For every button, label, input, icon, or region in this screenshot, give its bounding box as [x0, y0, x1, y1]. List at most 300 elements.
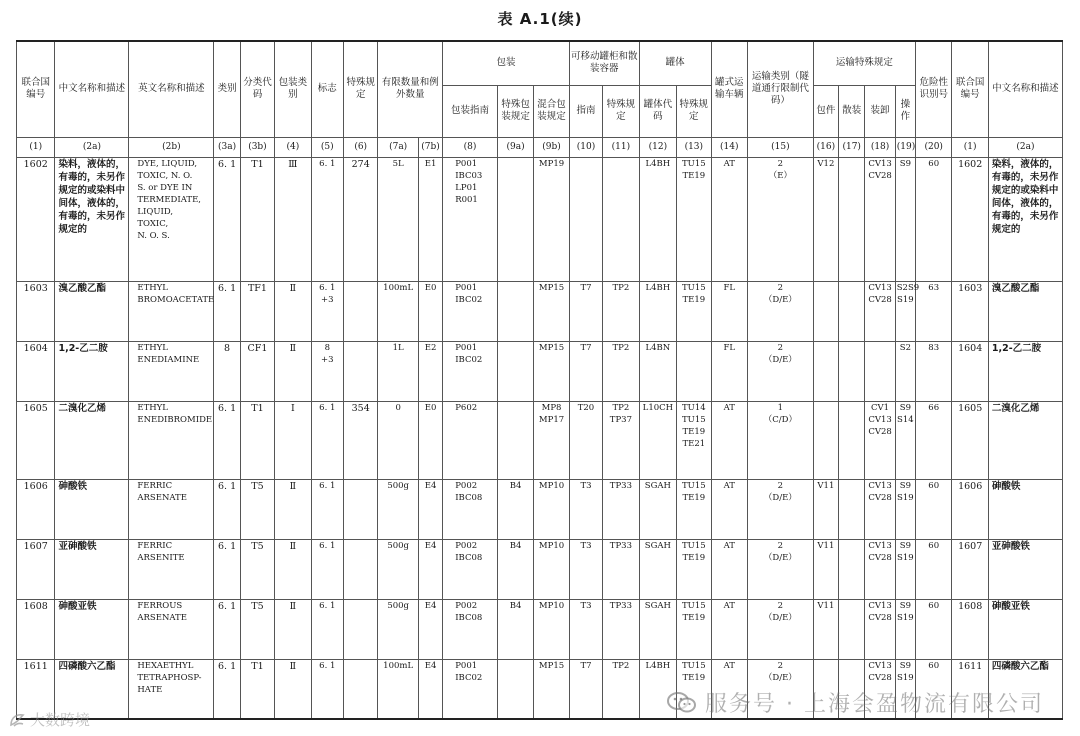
limited-quantity: 500g — [378, 599, 418, 659]
operation-provision-line: S14 — [897, 414, 914, 425]
col-limited-excepted: 有限数量和例外数量 — [378, 41, 443, 137]
operation-provision-line: S9 — [899, 600, 911, 611]
packing-instruction-line: IBC02 — [455, 672, 483, 683]
operation-provision-line: S19 — [897, 552, 914, 563]
tank-body-special — [677, 479, 711, 539]
tank-body-special-line: TE19 — [682, 294, 706, 305]
chinese-name: 砷酸铁 — [55, 479, 129, 539]
tank-vehicle: AT — [711, 157, 747, 281]
chinese-name: 溴乙酸乙酯 — [55, 281, 129, 341]
tank-special-line: TP33 — [609, 600, 633, 611]
loading-provision-line: CV13 — [868, 600, 892, 611]
tank-body-special — [677, 539, 711, 599]
packing-instruction — [443, 479, 498, 539]
tank-body-special-line: TE19 — [682, 672, 706, 683]
tank-body-special-line: TE19 — [682, 426, 706, 437]
table-row — [17, 157, 1063, 281]
column-number: (9a) — [497, 137, 533, 157]
labels — [311, 281, 343, 341]
transport-category-line: （D/E） — [763, 492, 797, 503]
tank-code: L4BH — [639, 157, 676, 281]
col-cn-name: 中文名称和描述 — [55, 41, 129, 137]
operation-provision-line: S9 — [899, 402, 911, 413]
loading-provision-line: CV28 — [868, 672, 892, 683]
hazard-id: 83 — [916, 341, 952, 401]
column-number: (19) — [895, 137, 915, 157]
excepted-quantity: E0 — [418, 401, 442, 479]
class: 6. 1 — [214, 281, 240, 341]
un-number-repeat: 1607 — [952, 539, 988, 599]
loading-provision-line: CV13 — [868, 660, 892, 671]
tank-body-special-line: TU15 — [681, 414, 706, 425]
tank-body-special — [677, 401, 711, 479]
english-name — [129, 479, 214, 539]
tank-body-special — [677, 341, 711, 401]
mixed-packing — [534, 157, 569, 281]
tank-body-special-line: TE19 — [682, 492, 706, 503]
operation-provision-line: S9 — [899, 660, 911, 671]
english-name — [129, 539, 214, 599]
limited-quantity: 5L — [378, 157, 418, 281]
bulk-provision — [839, 539, 865, 599]
transport-category-line: 2 — [777, 660, 784, 671]
table-row — [17, 281, 1063, 341]
col-tank-guide: 指南 — [569, 85, 602, 137]
mixed-packing — [534, 341, 569, 401]
transport-category-line: 2 — [777, 540, 784, 551]
col-special-provisions: 特殊规定 — [343, 41, 377, 137]
class: 6. 1 — [214, 599, 240, 659]
english-name-line: ARSENITE — [137, 552, 185, 563]
un-number-repeat: 1608 — [952, 599, 988, 659]
labels — [311, 539, 343, 599]
loading-provision — [865, 281, 895, 341]
tank-special-line: TP33 — [609, 540, 633, 551]
watermark-service — [667, 687, 1044, 718]
packing-instruction — [443, 157, 498, 281]
english-name-line: TETRAPHOSP- — [137, 672, 202, 683]
loading-provision-line: CV13 — [868, 282, 892, 293]
english-name-line: TERMEDIATE, — [137, 194, 201, 205]
excepted-quantity: E0 — [418, 281, 442, 341]
tank-special-line: TP2 — [612, 342, 630, 353]
package-provision: V11 — [813, 539, 838, 599]
col-portable-tanks: 可移动罐柜和散装容器 — [569, 41, 639, 85]
col-packaging: 包装 — [443, 41, 570, 85]
operation-provision — [895, 341, 915, 401]
operation-provision-line: S2S9 — [896, 282, 920, 293]
column-number: (9b) — [534, 137, 569, 157]
loading-provision-line: CV13 — [868, 158, 892, 169]
tank-special-line: TP2 — [612, 282, 630, 293]
mixed-packing — [534, 599, 569, 659]
hazard-id: 60 — [916, 659, 952, 719]
english-name — [129, 659, 214, 719]
transport-category — [747, 157, 813, 281]
operation-provision — [895, 281, 920, 341]
tank-vehicle: AT — [711, 539, 747, 599]
transport-category-line: 2 — [777, 480, 784, 491]
dangerous-goods-table — [16, 40, 1063, 720]
un-number-repeat: 1603 — [952, 281, 988, 341]
tank-body-special-line: TU15 — [681, 600, 706, 611]
tank-body-special-line: TE19 — [682, 612, 706, 623]
column-number: (17) — [839, 137, 865, 157]
packing-instruction-line: IBC02 — [455, 294, 483, 305]
column-number: (20) — [916, 137, 952, 157]
col-en-name: 英文名称和描述 — [129, 41, 214, 137]
operation-provision-line: S9 — [899, 540, 911, 551]
labels-line: 6. 1 — [319, 402, 336, 413]
tank-guide — [569, 539, 602, 599]
labels — [311, 157, 343, 281]
tank-guide — [569, 401, 602, 479]
brand-icon — [8, 711, 26, 729]
bulk-provision — [839, 479, 865, 539]
tank-special — [603, 401, 639, 479]
table-row — [17, 539, 1063, 599]
col-bulk: 散装 — [839, 85, 865, 137]
class: 6. 1 — [214, 157, 240, 281]
mixed-packing-line: MP8 — [541, 402, 562, 413]
special-provision — [343, 479, 377, 539]
english-name-line: FERRIC — [137, 540, 173, 551]
tank-guide-line: T3 — [580, 600, 592, 611]
chinese-name: 1,2-乙二胺 — [55, 341, 129, 401]
loading-provision-line: CV28 — [868, 612, 892, 623]
labels-line: +3 — [321, 354, 334, 365]
limited-quantity: 100mL — [378, 281, 418, 341]
tank-guide-line: T3 — [580, 540, 592, 551]
loading-provision — [865, 539, 895, 599]
operation-provision-line: S19 — [897, 612, 914, 623]
operation-provision — [895, 599, 915, 659]
tank-vehicle: FL — [711, 341, 747, 401]
mixed-packing-line: MP10 — [538, 540, 565, 551]
english-name-line: BROMOACETATE — [137, 294, 215, 305]
tank-body-special-line: TU15 — [681, 480, 706, 491]
labels-line: 6. 1 — [319, 480, 336, 491]
loading-provision — [865, 479, 895, 539]
english-name-line: TOXIC, N. O. — [137, 170, 193, 181]
mixed-packing — [534, 401, 569, 479]
col-tank-code: 罐体代码 — [639, 85, 676, 137]
tank-body-special-line: TU15 — [681, 282, 706, 293]
transport-category-line: （C/D） — [763, 414, 797, 425]
packing-group: Ⅱ — [275, 341, 311, 401]
un-number: 1603 — [17, 281, 55, 341]
tank-vehicle: AT — [711, 659, 747, 719]
english-name — [129, 157, 214, 281]
tank-guide-line: T7 — [580, 282, 592, 293]
class: 6. 1 — [214, 479, 240, 539]
packing-instruction-line: IBC02 — [455, 354, 483, 365]
packing-instruction-line: P002 — [455, 540, 478, 551]
packing-instruction-line: P001 — [455, 282, 478, 293]
table-row — [17, 479, 1063, 539]
chinese-name-repeat: 二溴化乙烯 — [988, 401, 1062, 479]
un-number-repeat: 1605 — [952, 401, 988, 479]
english-name — [129, 281, 214, 341]
special-provision — [343, 281, 377, 341]
english-name-line: ETHYL — [137, 342, 168, 353]
wechat-icon — [667, 691, 697, 715]
packing-group: Ⅲ — [275, 157, 311, 281]
tank-body-special-line: TU14 — [681, 402, 706, 413]
un-number: 1605 — [17, 401, 55, 479]
column-number: (16) — [813, 137, 838, 157]
un-number: 1604 — [17, 341, 55, 401]
tank-special — [603, 599, 639, 659]
chinese-name-repeat: 四磷酸六乙酯 — [988, 659, 1062, 719]
col-loading: 装卸 — [865, 85, 895, 137]
column-number-row — [17, 137, 1063, 157]
packing-instruction-line: P602 — [455, 402, 478, 413]
tank-special — [603, 659, 639, 719]
column-number: (8) — [443, 137, 498, 157]
tank-guide — [569, 157, 602, 281]
packing-instruction-line: R001 — [455, 194, 478, 205]
english-name-line: ARSENATE — [137, 492, 187, 503]
packing-instruction-line: P002 — [455, 480, 478, 491]
operation-provision — [895, 401, 915, 479]
class-code: TF1 — [240, 281, 274, 341]
mixed-packing-line: MP19 — [538, 158, 565, 169]
column-number: (13) — [677, 137, 711, 157]
hazard-id: 60 — [916, 157, 952, 281]
english-name-line: N. O. S. — [137, 230, 170, 241]
tank-guide — [569, 341, 602, 401]
tank-special — [603, 157, 639, 281]
table-row — [17, 341, 1063, 401]
excepted-quantity: E4 — [418, 479, 442, 539]
class: 6. 1 — [214, 401, 240, 479]
column-number: (14) — [711, 137, 747, 157]
loading-provision — [865, 401, 895, 479]
packing-instruction — [443, 599, 498, 659]
limited-quantity: 100mL — [378, 659, 418, 719]
loading-provision-line: CV13 — [868, 480, 892, 491]
tank-body-special-line: TE19 — [682, 552, 706, 563]
package-provision — [813, 341, 838, 401]
loading-provision-line: CV1 — [871, 402, 890, 413]
packing-instruction — [443, 401, 498, 479]
mixed-packing-line: MP10 — [538, 600, 565, 611]
excepted-quantity: E1 — [418, 157, 442, 281]
tank-body-special — [677, 157, 711, 281]
packing-instruction-line: P002 — [455, 600, 478, 611]
class-code: T5 — [240, 479, 274, 539]
tank-special — [603, 539, 639, 599]
column-number: (15) — [747, 137, 813, 157]
tank-vehicle: AT — [711, 599, 747, 659]
transport-category — [747, 599, 813, 659]
labels — [311, 479, 343, 539]
un-number: 1611 — [17, 659, 55, 719]
tank-vehicle: AT — [711, 479, 747, 539]
transport-category-line: （D/E） — [763, 612, 797, 623]
chinese-name-repeat: 亚砷酸铁 — [988, 539, 1062, 599]
operation-provision-line: S19 — [897, 672, 914, 683]
class-code: T1 — [240, 401, 274, 479]
tank-special — [603, 281, 639, 341]
tank-guide-line: T7 — [580, 342, 592, 353]
tank-guide-line: T20 — [577, 402, 595, 413]
labels-line: 6. 1 — [319, 540, 336, 551]
english-name-line: FERRIC — [137, 480, 173, 491]
english-name — [129, 599, 214, 659]
labels — [311, 659, 343, 719]
bulk-provision — [839, 401, 865, 479]
chinese-name: 砷酸亚铁 — [55, 599, 129, 659]
col-un-no: 联合国编号 — [17, 41, 55, 137]
package-provision — [813, 281, 838, 341]
class: 6. 1 — [214, 659, 240, 719]
tank-code: SGAH — [639, 479, 676, 539]
special-packing: B4 — [497, 479, 533, 539]
mixed-packing-line: MP17 — [538, 414, 565, 425]
class: 8 — [214, 341, 240, 401]
tank-guide — [569, 281, 602, 341]
tank-guide-line: T3 — [580, 480, 592, 491]
tank-guide — [569, 659, 602, 719]
hazard-id: 63 — [916, 281, 952, 341]
bulk-provision — [839, 599, 865, 659]
mixed-packing — [534, 659, 569, 719]
packing-instruction-line: IBC08 — [455, 492, 483, 503]
page-title: 表 A.1(续) — [497, 10, 583, 28]
special-provision: 274 — [343, 157, 377, 281]
english-name — [129, 401, 214, 479]
transport-category — [747, 401, 813, 479]
un-number-repeat: 1606 — [952, 479, 988, 539]
column-number: (4) — [275, 137, 311, 157]
col-special-packing: 特殊包装规定 — [497, 85, 533, 137]
operation-provision — [895, 157, 915, 281]
tank-body-special-line: TE19 — [682, 170, 706, 181]
chinese-name-repeat: 1,2-乙二胺 — [988, 341, 1062, 401]
special-provision — [343, 599, 377, 659]
package-provision — [813, 401, 838, 479]
chinese-name: 亚砷酸铁 — [55, 539, 129, 599]
un-number-repeat: 1604 — [952, 341, 988, 401]
special-packing — [497, 157, 533, 281]
un-number-repeat: 1611 — [952, 659, 988, 719]
packing-instruction-line: LP01 — [455, 182, 478, 193]
un-number: 1606 — [17, 479, 55, 539]
tank-special-line: TP33 — [609, 480, 633, 491]
operation-provision-line: S2 — [899, 342, 911, 353]
operation-provision-line: S19 — [897, 294, 914, 305]
chinese-name-repeat: 砷酸亚铁 — [988, 599, 1062, 659]
chinese-name: 二溴化乙烯 — [55, 401, 129, 479]
special-provision — [343, 539, 377, 599]
loading-provision — [865, 341, 895, 401]
column-number: (7a) — [378, 137, 418, 157]
table-header — [17, 41, 1063, 157]
operation-provision-line: S9 — [899, 158, 911, 169]
hazard-id: 60 — [916, 539, 952, 599]
special-packing — [497, 341, 533, 401]
col-labels: 标志 — [311, 41, 343, 137]
excepted-quantity: E4 — [418, 599, 442, 659]
col-un-no-repeat: 联合国编号 — [952, 41, 988, 137]
transport-category-line: （D/E） — [763, 552, 797, 563]
package-provision: V11 — [813, 479, 838, 539]
table-row — [17, 599, 1063, 659]
operation-provision — [895, 479, 915, 539]
column-number: (1) — [17, 137, 55, 157]
un-number: 1607 — [17, 539, 55, 599]
column-number: (2a) — [988, 137, 1062, 157]
chinese-name-repeat: 染料，液体的，有毒的，未另作规定的或染料中间体，液体的，有毒的，未另作规定的 — [988, 157, 1062, 281]
class: 6. 1 — [214, 539, 240, 599]
mixed-packing — [534, 281, 569, 341]
english-name-line: DYE, LIQUID, — [137, 158, 198, 169]
limited-quantity: 500g — [378, 539, 418, 599]
watermark-service-text: 服务号 · 上海会盈物流有限公司 — [705, 692, 1044, 717]
labels-line: 6. 1 — [319, 158, 336, 169]
loading-provision-line: CV28 — [868, 492, 892, 503]
un-number: 1602 — [17, 157, 55, 281]
tank-vehicle: FL — [711, 281, 747, 341]
chinese-name: 染料，液体的，有毒的，未另作规定的或染料中间体，液体的，有毒的，未另作规定的 — [55, 157, 129, 281]
tank-guide — [569, 599, 602, 659]
column-number: (7b) — [418, 137, 442, 157]
loading-provision — [865, 157, 895, 281]
transport-category-line: 2 — [777, 342, 784, 353]
col-packing-instructions: 包装指南 — [443, 85, 498, 137]
packing-instruction — [443, 539, 498, 599]
transport-category-line: （D/E） — [763, 294, 797, 305]
hazard-id: 60 — [916, 479, 952, 539]
transport-category-line: （D/E） — [763, 672, 797, 683]
labels — [311, 599, 343, 659]
packing-group: Ⅰ — [275, 401, 311, 479]
english-name-line: ETHYL — [137, 402, 168, 413]
loading-provision-line: CV13 — [868, 414, 892, 425]
operation-provision — [895, 539, 915, 599]
column-number: (2b) — [129, 137, 214, 157]
class-code: T5 — [240, 539, 274, 599]
tank-body-special-line: TE21 — [682, 438, 706, 449]
loading-provision-line: CV28 — [868, 170, 892, 181]
col-mixed-packing: 混合包装规定 — [534, 85, 569, 137]
column-number: (2a) — [55, 137, 129, 157]
packing-instruction-line: P001 — [455, 342, 478, 353]
limited-quantity: 500g — [378, 479, 418, 539]
tank-code: SGAH — [639, 599, 676, 659]
special-packing — [497, 659, 533, 719]
tank-body-special-line: TU15 — [681, 540, 706, 551]
chinese-name-repeat: 砷酸铁 — [988, 479, 1062, 539]
watermark-brand — [8, 709, 90, 730]
packing-instruction — [443, 659, 498, 719]
packing-group: Ⅱ — [275, 479, 311, 539]
loading-provision — [865, 599, 895, 659]
col-tank-body-special: 特殊规定 — [677, 85, 711, 137]
tank-guide — [569, 479, 602, 539]
mixed-packing-line: MP15 — [538, 342, 565, 353]
packing-instruction-line: P001 — [455, 660, 478, 671]
chinese-name: 四磷酸六乙酯 — [55, 659, 129, 719]
watermark-brand-text: 大数跨境 — [30, 711, 91, 729]
labels-line: 6. 1 — [319, 660, 336, 671]
packing-group: Ⅱ — [275, 659, 311, 719]
special-packing: B4 — [497, 599, 533, 659]
col-class-code: 分类代码 — [240, 41, 274, 137]
tank-special-line: TP2 — [612, 660, 630, 671]
